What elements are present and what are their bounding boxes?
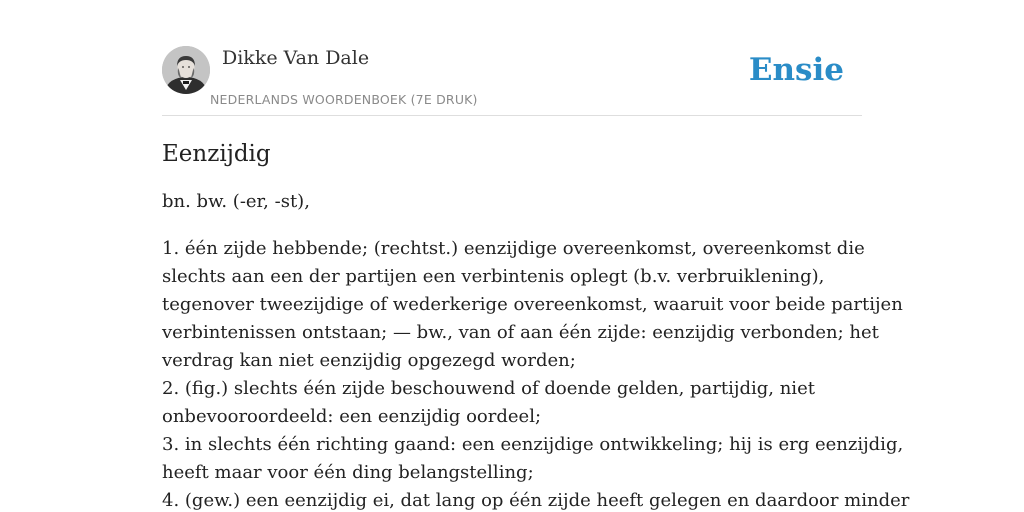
definition-line: verdrag kan niet eenzijdig opgezegd worden; (162, 350, 576, 371)
entry-content (162, 138, 910, 512)
definition-line: 4. (gew.) een eenzijdig ei, dat lang op één zijde heeft gelegen en daardoor minder (162, 490, 910, 511)
definition-line: slechts aan een der partijen een verbintenis oplegt (b.v. verbruiklening), (162, 266, 825, 287)
definition-line: 2. (fig.) slechts één zijde beschouwend of doende gelden, partijdig, niet (162, 378, 815, 399)
entry-grammar: bn. bw. (-er, -st), (162, 191, 310, 212)
source-subtitle: NEDERLANDS WOORDENBOEK (7E DRUK) (210, 92, 478, 107)
definition-line: tegenover tweezijdige of wederkerige overeenkomst, waaruit voor beide partijen (162, 294, 903, 315)
definition-line: onbevooroordeeld: een eenzijdig oordeel; (162, 406, 542, 427)
brand-logo[interactable]: Ensie (748, 52, 844, 88)
avatar[interactable] (162, 46, 210, 94)
definition-line: 3. in slechts één richting gaand: een eenzijdige ontwikkeling; hij is erg eenzijdig, (162, 434, 904, 455)
source-header (162, 46, 862, 116)
definition-line: heeft maar voor één ding belangstelling; (162, 462, 534, 483)
author-portrait-icon (162, 46, 210, 94)
entry-definition (162, 235, 910, 512)
entry-headword: Eenzijdig (162, 141, 271, 167)
source-title[interactable]: Dikke Van Dale (222, 47, 370, 69)
definition-line: verbintenissen ontstaan; — bw., van of aan één zijde: eenzijdig verbonden; het (162, 322, 879, 343)
definition-line: 1. één zijde hebbende; (rechtst.) eenzijdige overeenkomst, overeenkomst die (162, 238, 865, 259)
